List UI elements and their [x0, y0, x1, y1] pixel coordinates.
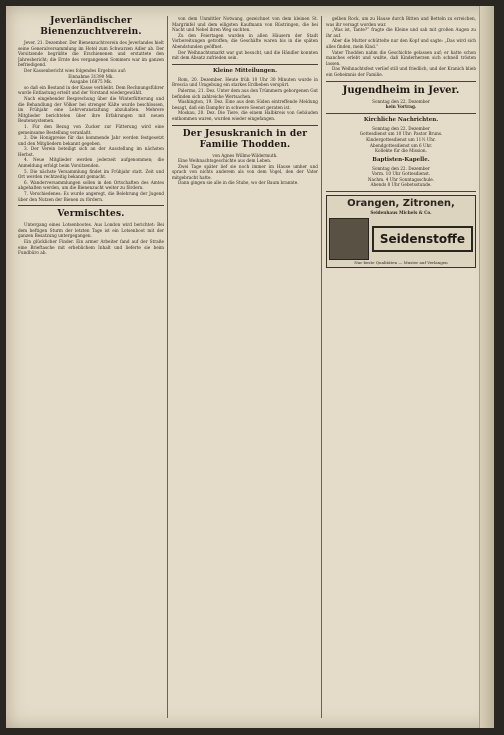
church-line: Abendgottesdienst um 6 Uhr. — [369, 142, 433, 148]
paragraph: Eine Weihnachtsgeschichte aus dem Leben. — [178, 158, 272, 164]
notice-sub: kein Vortrag. — [385, 104, 417, 110]
finance-line: Einnahme 31390 Mk. — [68, 73, 114, 79]
paragraph: 5. Die nächste Versammlung findet im Frühjahr statt. Zeit und Ort werden rechtzeitig bekannt gemacht. — [18, 168, 164, 180]
column-2 — [172, 16, 318, 718]
paragraph: Ein glücklicher Finder. Ein armer Arbeiter fand auf der Straße eine Brieftasche mit erheblichem Inhalt und lieferte sie beim Fundbüro ab. — [18, 239, 164, 256]
column-3 — [326, 16, 476, 718]
newspaper-page — [6, 6, 494, 728]
paragraph: gelben Rock, um zu Hause durch Bitten und Betteln zu erreichen, was ihr versagt worden war. — [326, 16, 476, 27]
divider — [172, 125, 318, 126]
ad-company: Seidenhaus Michels & Co. — [370, 210, 432, 216]
chapel-line: Vorm. 10 Uhr Gottesdienst. — [371, 171, 431, 177]
page-edge — [479, 6, 494, 728]
paragraph: Dann gingen sie alle in die Stube, wo der Baum brannte. — [178, 180, 299, 186]
feature-byline: von Agnes Willms-Wildermuth. — [212, 152, 278, 158]
ad-image-icon — [329, 218, 369, 260]
paragraph: Aber die Mutter schüttelte nur den Kopf und sagte: „Das wird sich alles finden, mein Kind.“ — [326, 38, 476, 49]
advertisement — [326, 195, 476, 268]
paragraph: 2. Die Honigpreise für das kommende Jahr werden festgesetzt und den Mitgliedern bekannt gegeben. — [18, 135, 164, 146]
column-rule — [321, 16, 322, 718]
paragraph: Untergang eines Lotsenbootes. Aus London wird berichtet: Bei dem heftigen Sturm der letzten Tage ist ein Lotsenboot mit der ganzen Besatzung untergegangen. — [18, 222, 164, 239]
paragraph: Der Weihnachtsmarkt war gut besucht, und die Händler konnten mit dem Absatz zufrieden sein. — [172, 49, 318, 61]
paragraph: 1. Für den Bezug von Zucker zur Fütterung wird eine gemeinsame Bestellung veranlaßt. — [18, 123, 164, 135]
church-line: Sonntag den 22. Dezember — [372, 125, 430, 131]
paragraph: Rom, 20. Dezember. Heute früh 10 Uhr 30 Minuten wurde in Brescia und Umgebung ein starkes Erdbeben verspürt. — [172, 76, 318, 88]
paragraph: Nach eingehender Besprechung über die Winterfütterung und die Behandlung der Völker bei strenger Kälte wurde beschlossen, im Frühjahr eine Lehrveranstaltung abzuhalten. Mehrere Mitglieder berichteten über ihre Erfahrungen mit neuen Beutensystemen. — [18, 95, 164, 124]
paragraph: „Was ist, Tante?“ fragte die Kleine und sah mit großen Augen zu ihr auf. — [326, 27, 476, 38]
chapel-line: Nachm. 4 Uhr Sonntagsschule. — [367, 176, 435, 182]
paragraph: Der Kassenbericht wies folgendes Ergebnis auf: — [24, 67, 127, 73]
church-title: Kirchliche Nachrichten. — [363, 116, 439, 123]
notice-date: Sonntag den 22. Dezember — [372, 98, 430, 104]
section-title: Kleine Mitteilungen. — [212, 67, 278, 74]
column-1 — [18, 16, 164, 718]
paragraph: Jever, 21. Dezember. Der Bienenzuchtverein des Jeverlandes hielt seine Generalversammlung im Hotel zum Schwarzen Adler ab. Der Vorsitzende begrüßte die Erschienenen und erstattete den Jahresbericht; die Ernte des vergangenen Sommers war im ganzen befriedigend. — [18, 40, 164, 68]
ad-brand: Seidenstoffe — [372, 226, 473, 252]
ad-note: Nur beste Qualitäten — Muster auf Verlangen — [354, 259, 448, 265]
column-rule — [167, 16, 168, 718]
ad-body — [329, 218, 473, 260]
divider — [326, 113, 476, 114]
divider — [326, 81, 476, 82]
ad-heading: Orangen, Zitronen, — [347, 198, 455, 210]
finance-line: Ausgabe 16875 Mk. — [69, 79, 113, 85]
chapel-title: Baptisten-Kapelle. — [372, 156, 430, 163]
paragraph: 4. Neue Mitglieder werden jederzeit aufgenommen; die Anmeldung erfolgt beim Vorsitzenden. — [18, 157, 164, 169]
feature-title: Der Jesuskranich in der Familie Thodden. — [182, 128, 308, 150]
paragraph: Zu den Feiertagen wurden in allen Häusern der Stadt Vorbereitungen getroffen; die Geschäfte waren bis in die späten Abendstunden geöffnet. — [172, 32, 318, 49]
section-title: Vermischtes. — [57, 209, 125, 220]
paragraph: 3. Der Verein beteiligt sich an der Ausstellung im nächsten Herbst. — [18, 146, 164, 157]
church-line: Kindergottesdienst um 11½ Uhr. — [366, 136, 436, 142]
article-title: Jeverländischer Bienenzuchtverein. — [40, 16, 142, 37]
paragraph: so daß ein Bestand in der Kasse verbleibt. Dem Rechnungsführer wurde Entlastung erteilt und der Vorstand wiedergewählt. — [18, 84, 164, 96]
church-line: Gottesdienst um 10 Uhr: Pastor Bruns. — [359, 131, 443, 137]
chapel-line: Sonntag den 22. Dezember — [372, 165, 430, 171]
paragraph: 6. Wanderversammlungen sollen in den Ortschaften des Amtes abgehalten werden, um die Bienenzucht weiter zu fördern. — [18, 179, 164, 191]
paragraph: Moskau, 20. Dez. Die Tiere, die einem Halbkreis von Gebäuden entkommen waren, wurden wieder eingefangen. — [172, 110, 318, 121]
paragraph: 7. Verschiedenes: Es wurde angeregt, die Belehrung der Jugend über den Nutzen der Bienen zu fördern. — [18, 191, 164, 202]
paragraph: Zwei Tage später lief sie noch immer im Hause umher und sprach von nichts anderem als von dem Vogel, den der Vater mitgebracht hatte. — [172, 163, 318, 180]
divider — [326, 191, 476, 192]
notice-title: Jugendheim in Jever. — [342, 84, 460, 96]
church-line: Kollekte für die Mission. — [375, 148, 427, 154]
paragraph: Washington, 19. Dez. Eine aus dem Süden eintreffende Meldung besagt, daß ein Dampfer in schwere Seenot geraten ist. — [172, 99, 318, 110]
chapel-line: Abends 8 Uhr Gebetsstunde. — [370, 182, 432, 188]
paragraph: Palermo, 21. Dez. Unter dem aus den Trümmern geborgenen Gut befinden sich zahlreiche Wertsachen. — [172, 87, 318, 99]
paragraph: von dem Unmittler Notwang, gezeichnet von dem kleinen St. Margrinfel und dem eiligsten Kaufmann von Rüstringen, die bei Nacht und Nebel ihren Weg suchten. — [172, 16, 318, 33]
paragraph: Das Weihnachtsfest verlief still und friedlich, und der Kranich blieb ein Geheimnis der Familie. — [326, 66, 476, 77]
paragraph: Vater Thodden nahm die Geschichte gelassen auf; er hatte schon manches erlebt und wußte, daß Kinderherzen sich schnell trösten lassen. — [326, 49, 476, 66]
divider — [172, 64, 318, 65]
divider — [18, 205, 164, 206]
